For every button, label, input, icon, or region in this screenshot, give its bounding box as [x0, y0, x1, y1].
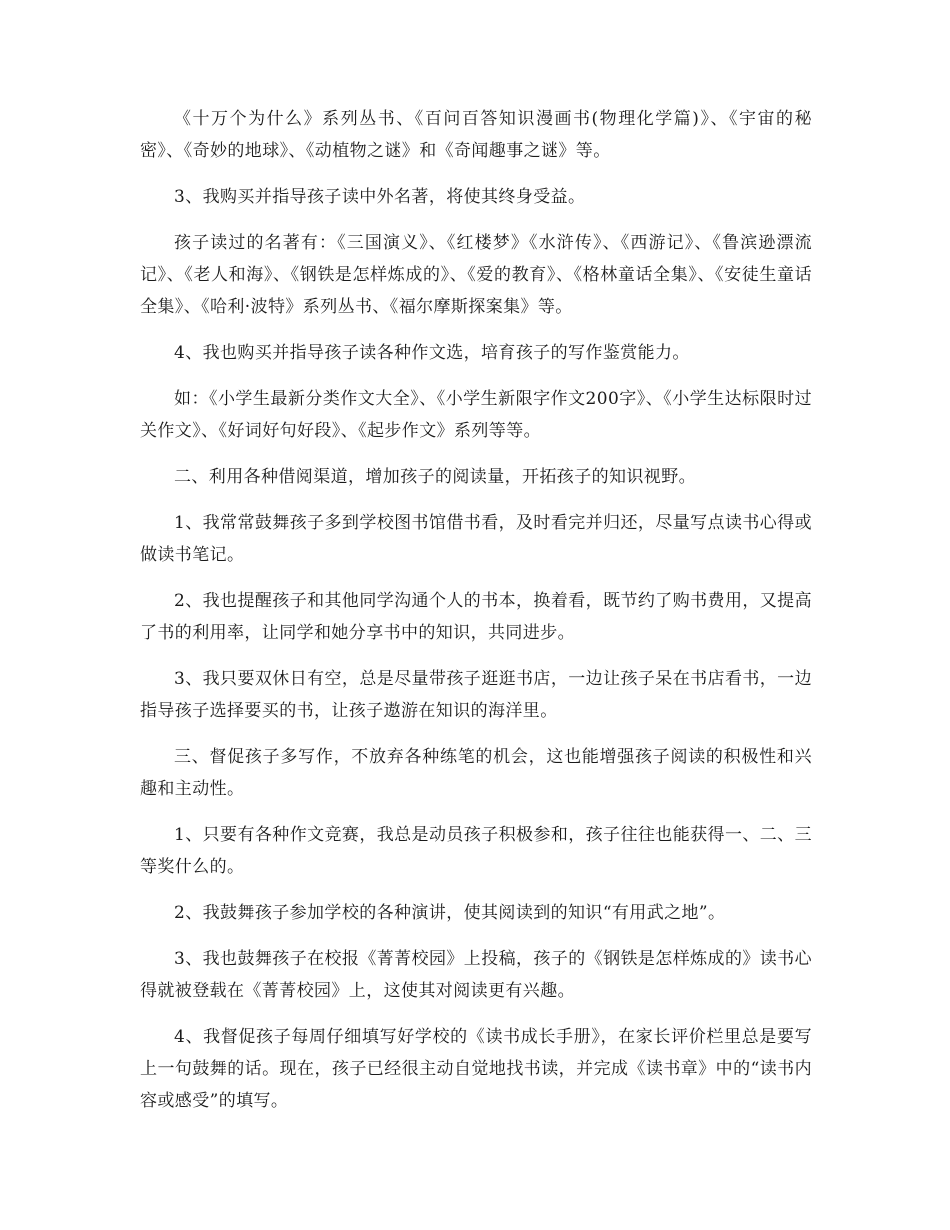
paragraph: 3、我购买并指导孩子读中外名著，将使其终身受益。: [174, 187, 586, 207]
paragraph: 3、我只要双休日有空，总是尽量带孩子逛逛书店，一边让孩子呆在书店看书，一边指导孩子选择要买的书，让孩子遨游在知识的海洋里。: [140, 669, 812, 721]
paragraph: 1、只要有各种作文竞赛，我总是动员孩子积极参和，孩子往往也能获得一、二、三等奖什么的。: [140, 825, 812, 877]
paragraph: 《十万个为什么》系列丛书、《百问百答知识漫画书(物理化学篇)》、《宇宙的秘密》、《奇妙的地球》、《动植物之谜》和《奇闻趣事之谜》等。: [140, 109, 812, 161]
paragraph: 2、我也提醒孩子和其他同学沟通个人的书本，换着看，既节约了购书费用，又提高了书的利用率，让同学和她分享书中的知识，共同进步。: [140, 591, 812, 643]
paragraph: 4、我也购买并指导孩子读各种作文选，培育孩子的写作鉴赏能力。: [174, 343, 690, 363]
paragraph: 孩子读过的名著有：《三国演义》、《红楼梦》《水浒传》、《西游记》、《鲁滨逊漂流记》、《老人和海》、《钢铁是怎样炼成的》、《爱的教育》、《格林童话全集》、《安徒生童话全集》、《哈利·波特》系列丛书、《福尔摩斯探案集》等。: [140, 233, 812, 317]
paragraph: 3、我也鼓舞孩子在校报《菁菁校园》上投稿，孩子的《钢铁是怎样炼成的》读书心得就被登载在《菁菁校园》上，这使其对阅读更有兴趣。: [140, 949, 812, 1001]
paragraph: 如：《小学生最新分类作文大全》、《小学生新限字作文200字》、《小学生达标限时过关作文》、《好词好句好段》、《起步作文》系列等等。: [140, 389, 812, 441]
section-heading: 二、利用各种借阅渠道，增加孩子的阅读量，开拓孩子的知识视野。: [174, 467, 696, 487]
paragraph: 4、我督促孩子每周仔细填写好学校的《读书成长手册》，在家长评价栏里总是要写上一句鼓舞的话。现在，孩子已经很主动自觉地找书读，并完成《读书章》中的“读书内容或感受”的填写。: [140, 1027, 812, 1111]
document-page: [140, 103, 812, 1117]
paragraph: 2、我鼓舞孩子参加学校的各种演讲，使其阅读到的知识“有用武之地”。: [174, 903, 726, 923]
paragraph: 1、我常常鼓舞孩子多到学校图书馆借书看，及时看完并归还，尽量写点读书心得或做读书笔记。: [140, 513, 812, 565]
section-heading: 三、督促孩子多写作，不放弃各种练笔的机会，这也能增强孩子阅读的积极性和兴趣和主动性。: [140, 747, 812, 799]
